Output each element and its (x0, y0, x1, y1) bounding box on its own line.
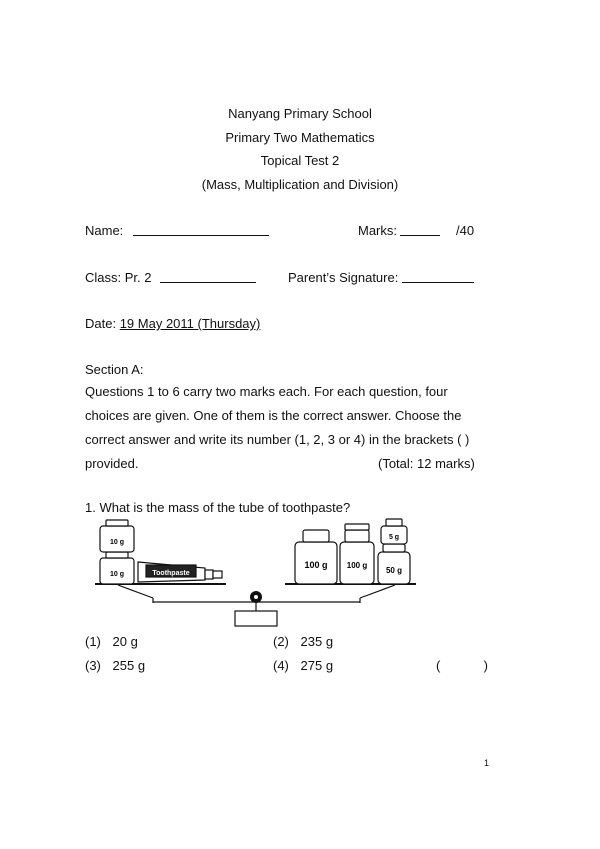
weight-label: 50 g (385, 566, 403, 575)
instruction-line-3: correct answer and write its number (1, 2, 3 or 4) in the brackets ( ) (85, 432, 470, 447)
option-number: (3) (85, 658, 101, 673)
weight-label: 100 g (346, 561, 368, 570)
weight-label: 10 g (109, 571, 125, 578)
school-name: Nanyang Primary School (228, 106, 372, 121)
class-label: Class: Pr. 2 (85, 270, 152, 285)
test-topics: (Mass, Multiplication and Division) (201, 177, 399, 192)
toothpaste-label: Toothpaste (152, 570, 190, 577)
date-value: 19 May 2011 (Thursday) (119, 316, 261, 331)
option-2[interactable] (273, 634, 333, 649)
weight-label: 5 g (388, 534, 400, 541)
instruction-line-2: choices are given. One of them is the correct answer. Choose the (85, 408, 462, 423)
option-number: (4) (273, 658, 289, 673)
marks-total: /40 (456, 223, 475, 238)
subject-title: Primary Two Mathematics (225, 130, 375, 145)
weight-label: 100 g (304, 560, 328, 570)
question-1-text: 1. What is the mass of the tube of toothpaste? (85, 500, 351, 515)
option-value: 20 g (112, 634, 138, 649)
section-a-total: (Total: 12 marks) (378, 456, 475, 471)
answer-brackets[interactable]: ( ) (436, 658, 488, 673)
signature-label: Parent’s Signature: (288, 270, 399, 285)
instruction-line-4: provided. (85, 456, 139, 471)
test-title: Topical Test 2 (260, 153, 340, 168)
page-mark: 1 (484, 758, 490, 768)
option-4[interactable] (273, 658, 333, 673)
option-1[interactable] (85, 634, 138, 649)
section-a-title: Section A: (85, 362, 144, 377)
option-value: 235 g (300, 634, 334, 649)
marks-label: Marks: (358, 223, 397, 238)
name-label: Name: (85, 223, 124, 238)
weight-label: 10 g (109, 539, 125, 546)
option-3[interactable] (85, 658, 145, 673)
option-number: (1) (85, 634, 101, 649)
option-value: 255 g (112, 658, 146, 673)
date-label: Date: (85, 316, 117, 331)
option-number: (2) (273, 634, 289, 649)
scale-base (235, 611, 277, 626)
instruction-line-1: Questions 1 to 6 carry two marks each. For each question, four (85, 384, 448, 399)
option-value: 275 g (300, 658, 334, 673)
